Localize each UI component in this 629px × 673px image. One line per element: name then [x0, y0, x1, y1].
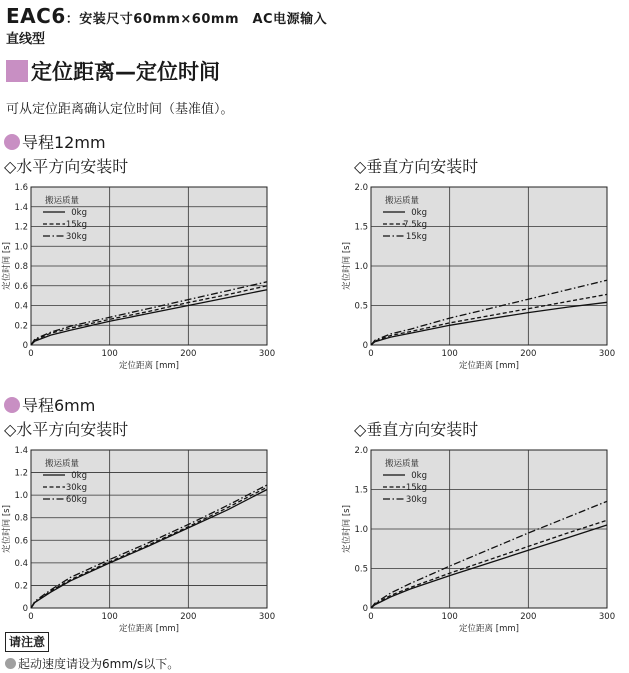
circle-bullet-icon	[4, 134, 20, 150]
y-tick-label: 0.4	[14, 301, 28, 312]
legend-label: 15kg	[405, 232, 427, 242]
y-tick-label: 1.0	[354, 262, 368, 272]
y-tick-label: 1.5	[354, 485, 368, 496]
x-tick-label: 200	[180, 349, 197, 359]
y-tick-label: 1.2	[14, 468, 28, 479]
x-tick-label: 100	[441, 349, 458, 359]
x-tick-label: 0	[28, 612, 34, 622]
x-tick-label: 0	[368, 349, 374, 359]
y-axis-label: 定位时间 [s]	[2, 242, 12, 290]
y-tick-label: 0.2	[14, 581, 28, 592]
y-tick-label: 1.4	[14, 446, 28, 456]
chart-title-vertical: ◇垂直方向安装时	[354, 157, 479, 176]
x-axis-label: 定位距离 [mm]	[459, 624, 519, 634]
y-tick-label: 0.8	[14, 262, 28, 272]
y-tick-label: 0.4	[14, 558, 28, 569]
model-header	[6, 4, 327, 28]
y-tick-label: 0.8	[14, 513, 28, 524]
lead-label: 导程6mm	[22, 396, 96, 415]
x-tick-label: 200	[520, 612, 537, 622]
legend-label: 60kg	[65, 495, 87, 505]
legend-label: 7.5kg	[403, 220, 427, 230]
lead-6mm-heading	[4, 393, 95, 416]
model-name: EAC6	[6, 4, 66, 28]
note-text: 起动速度请设为6mm/s以下。	[18, 657, 180, 671]
subtitle: 直线型	[6, 32, 46, 47]
chart-lead6-horizontal	[0, 441, 290, 641]
section-title: 定位距离—定位时间	[31, 60, 220, 84]
y-tick-label: 1.6	[14, 183, 28, 193]
y-axis-label: 定位时间 [s]	[2, 505, 12, 553]
y-tick-label: 0.6	[14, 536, 28, 547]
y-tick-label: 0.6	[14, 281, 28, 292]
y-tick-label: 0.5	[354, 301, 368, 312]
legend-label: 30kg	[65, 483, 87, 493]
x-axis-label: 定位距离 [mm]	[119, 361, 179, 371]
y-axis-label: 定位时间 [s]	[342, 505, 352, 553]
y-tick-label: 2.0	[354, 183, 368, 193]
y-axis-label: 定位时间 [s]	[342, 242, 352, 290]
x-tick-label: 100	[101, 612, 118, 622]
x-tick-label: 200	[520, 349, 537, 359]
x-tick-label: 100	[441, 612, 458, 622]
x-tick-label: 300	[598, 612, 616, 622]
legend-title: 搬运质量	[385, 196, 420, 206]
legend-title: 搬运质量	[385, 459, 420, 469]
note-line	[5, 655, 179, 672]
y-tick-label: 1.2	[14, 222, 28, 233]
y-tick-label: 0	[362, 341, 368, 351]
y-tick-label: 0.5	[354, 564, 368, 575]
y-tick-label: 0.2	[14, 321, 28, 332]
legend-label: 0kg	[71, 471, 87, 481]
y-tick-label: 2.0	[354, 446, 368, 456]
chart-lead12-vertical	[340, 178, 629, 378]
x-tick-label: 100	[101, 349, 118, 359]
legend-label: 30kg	[405, 495, 427, 505]
y-tick-label: 1.4	[14, 202, 28, 213]
section-heading	[6, 58, 220, 84]
legend-label: 0kg	[411, 208, 427, 218]
chart-title-horizontal: ◇水平方向安装时	[4, 157, 129, 176]
caution-label: 请注意	[5, 632, 49, 652]
y-tick-label: 1.0	[14, 491, 28, 502]
x-axis-label: 定位距离 [mm]	[119, 624, 179, 634]
y-tick-label: 0	[22, 341, 28, 351]
legend-label: 15kg	[65, 220, 87, 230]
legend-label: 0kg	[71, 208, 87, 218]
chart-title-horizontal: ◇水平方向安装时	[4, 420, 129, 439]
x-tick-label: 300	[598, 349, 616, 359]
circle-bullet-icon	[4, 397, 20, 413]
legend-label: 0kg	[411, 471, 427, 481]
y-tick-label: 0	[22, 604, 28, 614]
legend-label: 15kg	[405, 483, 427, 493]
circle-bullet-icon	[5, 658, 16, 669]
x-tick-label: 0	[368, 612, 374, 622]
chart-title-vertical: ◇垂直方向安装时	[354, 420, 479, 439]
x-tick-label: 0	[28, 349, 34, 359]
x-tick-label: 300	[258, 349, 276, 359]
y-tick-label: 1.0	[354, 525, 368, 535]
lead-label: 导程12mm	[22, 133, 106, 152]
y-tick-label: 0	[362, 604, 368, 614]
x-tick-label: 300	[258, 612, 276, 622]
legend-title: 搬运质量	[45, 196, 80, 206]
chart-lead6-vertical	[340, 441, 629, 641]
x-axis-label: 定位距离 [mm]	[459, 361, 519, 371]
lead-12mm-heading	[4, 130, 106, 153]
square-icon	[6, 60, 28, 82]
x-tick-label: 200	[180, 612, 197, 622]
model-spec: ：安装尺寸60mm×60mm AC电源输入	[65, 12, 328, 27]
y-tick-label: 1.5	[354, 222, 368, 233]
legend-label: 30kg	[65, 232, 87, 242]
chart-lead12-horizontal	[0, 178, 290, 378]
description: 可从定位距离确认定位时间（基准值）。	[6, 102, 234, 117]
plot-area	[31, 450, 267, 608]
legend-title: 搬运质量	[45, 459, 80, 469]
y-tick-label: 1.0	[14, 242, 28, 253]
